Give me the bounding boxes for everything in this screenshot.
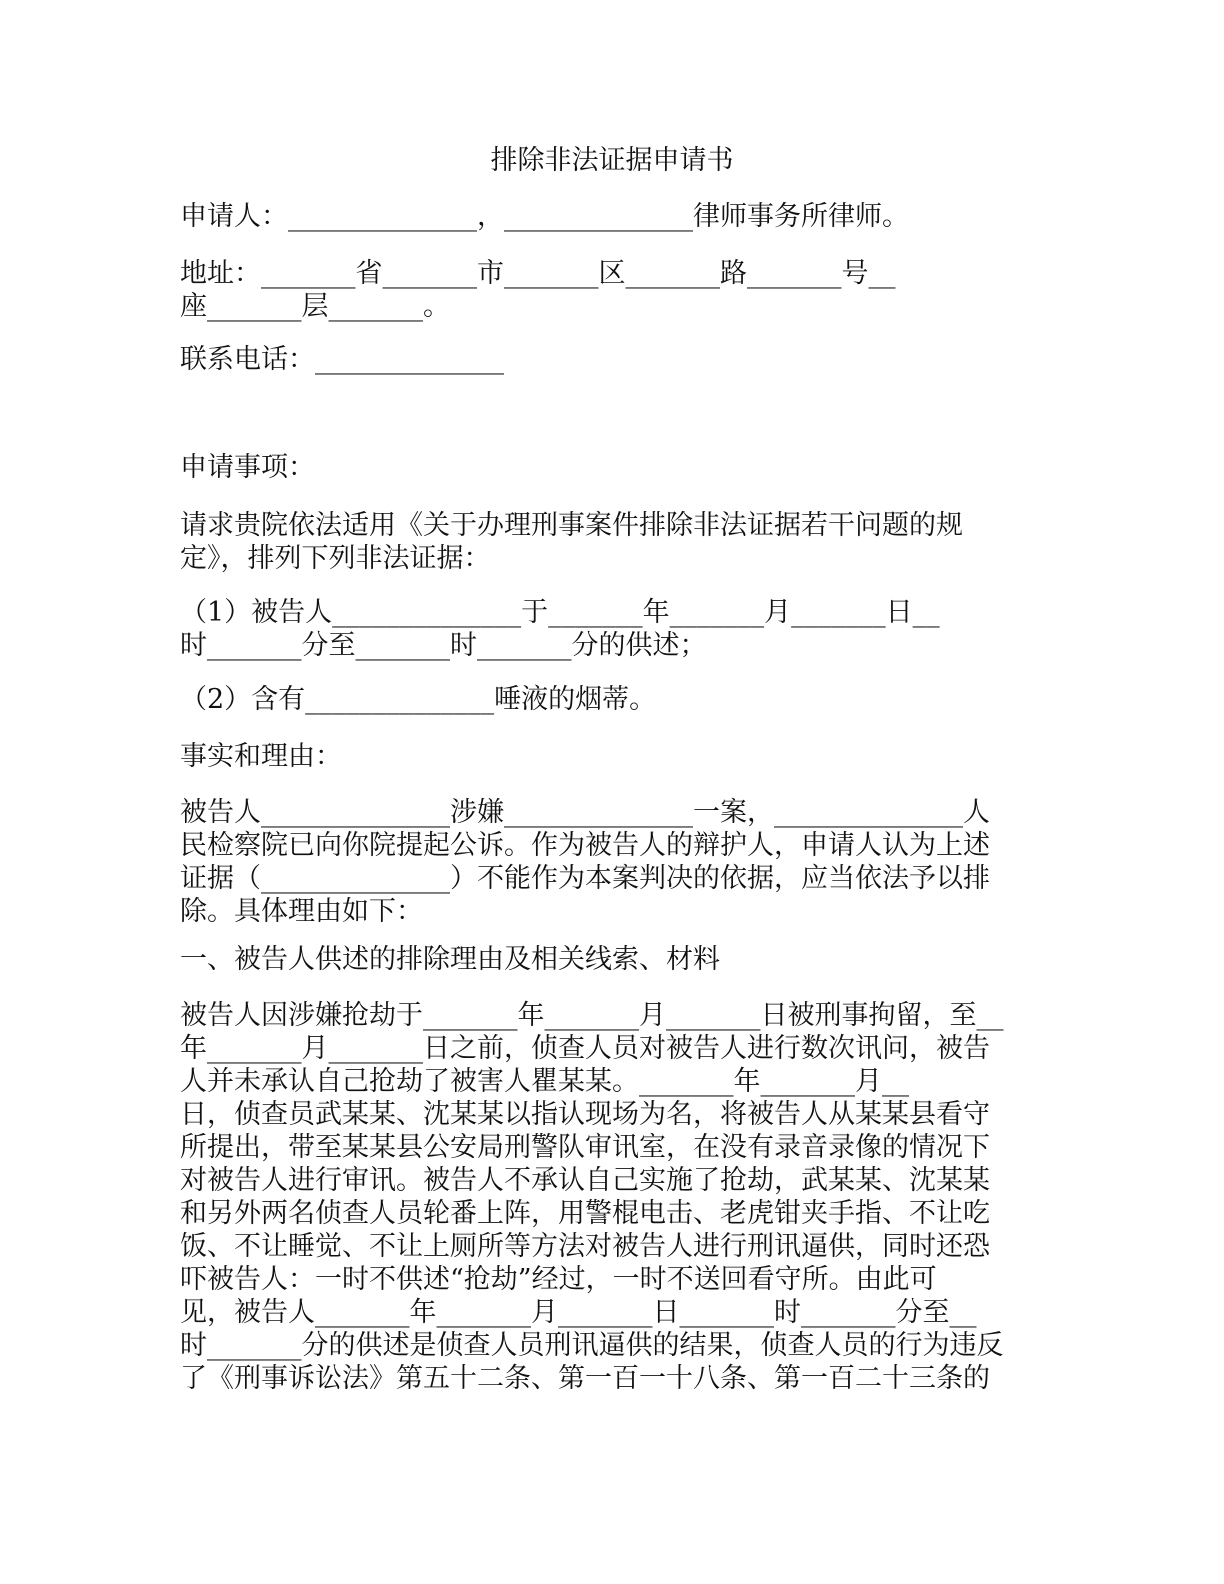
- facts-line-2: 民检察院已向你院提起公诉。作为被告人的辩护人，申请人认为上述: [180, 830, 990, 861]
- facts-line-4: 除。具体理由如下：: [180, 896, 423, 927]
- applicant-text: 申请人：______________，______________律师事务所律师。: [180, 201, 909, 232]
- section1-heading-text: 一、被告人供述的排除理由及相关线索、材料: [180, 944, 720, 975]
- section1-line-4: 日，侦查员武某某、沈某某以指认现场为名，将被告人从某某县看守: [180, 1099, 990, 1130]
- section1-line-9: 吓被告人：一时不供述“抢劫”经过，一时不送回看守所。由此可: [180, 1264, 937, 1295]
- section1-line-5: 所提出，带至某某县公安局刑警队审讯室，在没有录音录像的情况下: [180, 1132, 990, 1163]
- request-item-1: [180, 596, 1040, 662]
- item1-line-2: 时_______分至_______时_______分的供述；: [180, 630, 707, 661]
- request-heading-text: 申请事项：: [180, 452, 315, 483]
- address-line-2: 座_______层_______。: [180, 291, 450, 322]
- request-item-2: [180, 683, 1040, 716]
- request-heading: [180, 451, 1040, 484]
- section1-line-7: 和另外两名侦查人员轮番上阵，用警棍电击、老虎钳夹手指、不让吃: [180, 1198, 990, 1229]
- request-line-1: 请求贵院依法适用《关于办理刑事案件排除非法证据若干问题的规: [180, 510, 963, 541]
- facts-line-3: 证据（______________）不能作为本案判决的依据，应当依法予以排: [180, 863, 990, 894]
- facts-heading-text: 事实和理由：: [180, 741, 342, 772]
- section1-line-2: 年_______月_______日之前，侦查人员对被告人进行数次讯问，被告: [180, 1033, 990, 1064]
- section1-line-1: 被告人因涉嫌抢劫于_______年_______月_______日被刑事拘留，至__: [180, 1000, 1004, 1031]
- facts-heading: [180, 740, 1040, 773]
- section1-line-10: 见，被告人_______年_______月_______日_______时_______分至__: [180, 1297, 977, 1328]
- section1-line-3: 人并未承认自己抢劫了被害人瞿某某。_______年_______月__: [180, 1066, 909, 1097]
- facts-paragraph: [180, 796, 1040, 928]
- item2-text: （2）含有______________唾液的烟蒂。: [180, 684, 657, 715]
- section1-line-11: 时_______分的供述是侦查人员刑讯逼供的结果，侦查人员的行为违反: [180, 1330, 1004, 1361]
- applicant-line: [180, 200, 1040, 233]
- section1-line-12: 了《刑事诉讼法》第五十二条、第一百一十八条、第一百二十三条的: [180, 1363, 990, 1394]
- document-title: 排除非法证据申请书: [490, 145, 734, 176]
- address-block: [180, 257, 1040, 323]
- facts-line-1: 被告人______________涉嫌______________一案，______________人: [180, 797, 990, 828]
- request-line-2: 定》，排列下列非法证据：: [180, 543, 491, 574]
- phone-line: [180, 343, 1040, 376]
- phone-text: 联系电话：______________: [180, 344, 504, 375]
- section1-paragraph: [180, 999, 1040, 1395]
- request-paragraph: [180, 509, 1040, 575]
- section1-line-6: 对被告人进行审讯。被告人不承认自己实施了抢劫，武某某、沈某某: [180, 1165, 990, 1196]
- section1-heading: [180, 943, 1040, 976]
- address-line-1: 地址：_______省_______市_______区_______路_______号__: [180, 258, 896, 289]
- item1-line-1: （1）被告人______________于_______年_______月_______日__: [180, 597, 940, 628]
- section1-line-8: 饭、不让睡觉、不让上厕所等方法对被告人进行刑讯逼供，同时还恐: [180, 1231, 990, 1262]
